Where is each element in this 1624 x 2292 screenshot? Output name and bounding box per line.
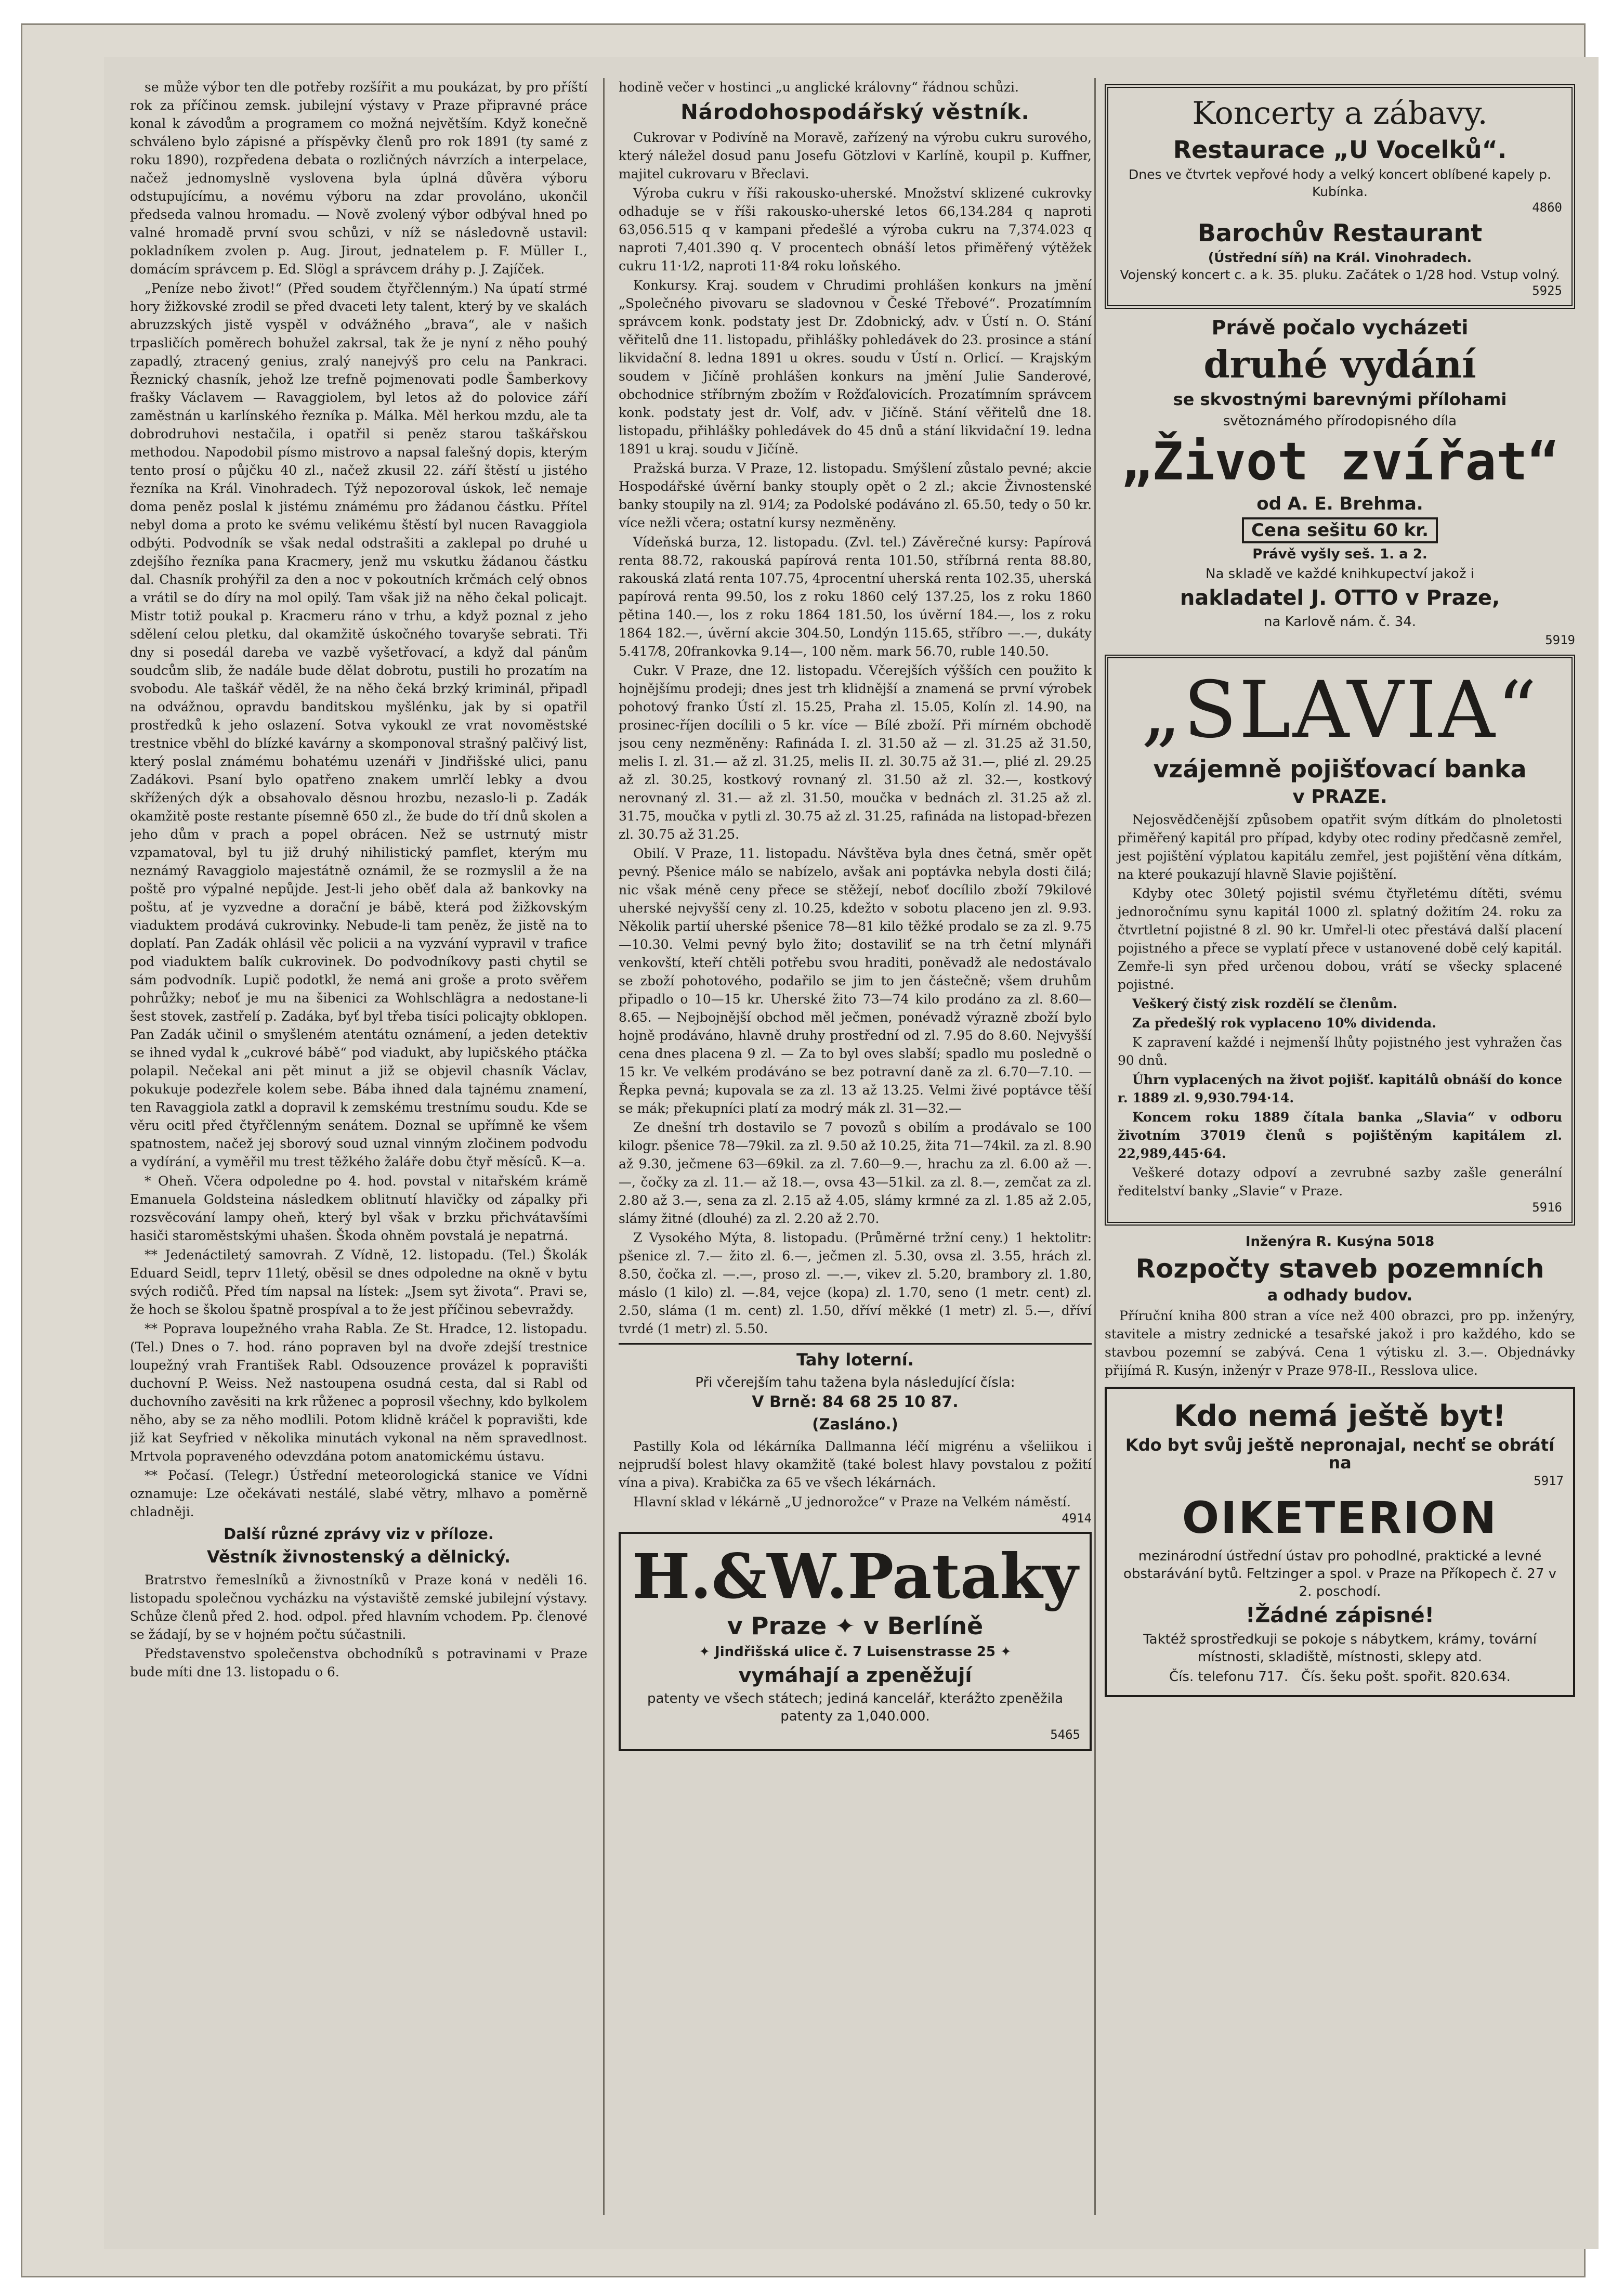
ad-slavia-number: 5916 xyxy=(1532,1200,1562,1215)
ad-barochuv-number: 5925 xyxy=(1532,283,1562,298)
ad-slavia-title: „SLAVIA“ xyxy=(1141,665,1539,756)
ad-oik-l2: Kdo byt svůj ještě nepronajal, nechť se obrátí na xyxy=(1125,1435,1555,1473)
ad-slavia-p2: Kdyby otec 30letý pojistil svému čtyřletému dítěti, svému jednoročnímu synu kapitál 1000 zl. splatný dožitím 24. roku za čtvrtletní pojistné 8 zl. 90 kr. Umřel-li otec přestává další placení pojistného a přece se vyplatí přece v ustanovené době celý kapitál. Zemře-li syn před určenou dobou, vrátí se všecky splacené pojistné. xyxy=(1118,886,1562,992)
article-vienna-exchange: Vídeňská burza, 12. listopadu. (Zvl. tel.) Závěrečné kursy: Papírová renta 88.72, rakouská papírová renta 101.50, stříbrná renta 88.80, rakouská zlatá renta 107.75, 4procentní uherská renta 102.35, uherská papírová renta 99.50, los z roku 1860 celý 137.25, los z roku 1860 pětina 140.—, los z roku 1864 181.50, los úvěrní 184.—, los z roku 1864 182.—, úvěrní akcie 304.50, Londýn 115.65, stříbro —.—, dukáty 5.417⁄8, 20frankovka 9.14—, 100 něm. mark 56.70, ruble 140.50. xyxy=(619,535,1092,659)
ad-oik-account: Čís. šeku pošt. spořit. 820.634. xyxy=(1301,1669,1511,1685)
ad-brehm-l3: se skvostnými barevnými přílohami xyxy=(1173,389,1507,409)
ad-oik-number: 5917 xyxy=(1534,1474,1564,1488)
section-heading-economy: Národohospodářský věstník. xyxy=(680,100,1030,124)
ad-pataky-title: H.&W.Pataky xyxy=(632,1540,1078,1612)
ad-slavia-p4: Za předešlý rok vyplaceno 10% dividenda. xyxy=(1132,1015,1436,1031)
ad-kusyn xyxy=(1105,1233,1575,1379)
article-sugar-production: Výroba cukru v říši rakousko-uherské. Množství sklizené cukrovky odhaduje se v říši rakousko-uherské letos 66,134.284 q naproti 63,056.515 q v kampani předešlé a výroba cukru na 7,374.023 q naproti 7,401.390 q. V procentech obnáší letos přiměřený výtěžek cukru 11·1⁄2, naproti 11·8⁄4 roku loňského. xyxy=(619,186,1092,274)
column-rule-2 xyxy=(1094,78,1096,2215)
lottery-heading: Tahy loterní. xyxy=(796,1350,914,1370)
article-money-or-life: „Peníze nebo život!“ (Před soudem čtyřčlenným.) Na úpatí strmé hory žižkovské zrodil se před dvaceti lety talent, který by ve skalách abruzzských jistě vyspěl v odvážného „brava“, ale v našich trpasličích poměrech bohužel zakrsal, tak že je nyní z něho pouhý zapadlý, ztracený genius, zralý nanejvýš pro celu na Pankraci. Řeznický chasník, jehož lze trefně pojmenovati podle Šamberkovy frašky Václavem — Ravaggiolem, byl letos až do polovice září zaměstnán u karlínského řezníka p. Málka. Měl herkou mzdu, ale ta dobrodruhovi nestačila, i opatřil si peněz starou taškářskou methodou. Napodobil písmo mistrovo a napsal falešný dopis, kterým tento prosí o půjčku 40 zl., načež zkusil 22. září štěstí u jistého řezníka na Král. Vinohradech. Týž nepozoroval úskok, leč nemaje doma peněz poslal k jistému známému pro žádanou částku. Přítel nebyl doma a proto ke svému velikému štěstí byl nucen Ravaggiola odbýti. Podvodník se však nedal odstrašiti a zaklepal po druhé u zdejšího řezníka pana Kracmery, jenž mu vskutku žádanou částku dal. Chasník prohýřil za den a noc v pokoutních krčmách celý obnos a vrátil se do díry na mol opilý. Tam však již na něho čekal policajt. Mistr totiž poukal p. Kracmeru ráno v trhu, a když poznal z jeho sdělení celou pletku, dal okamžitě úskočného tovaryše sebrati. Tři dny si posedál dareba ve vazbě vyšetřovací, a když dal pánům soudcům slib, že nadále bude dělat dobrotu, pustili ho prozatím na svobodu. Ale taškář věděl, že na něho čeká brzký kriminál, připadl na odvážnou, opravdu banditskou myšlénku, jak by si opatřil prostředků k jeho oslazení. Sotva vykoukl ze vrat novoměstské trestnice vběhl do blízké kavárny a skomponoval strašný palčivý list, který poslal známému bohatému uzenáři v Jindřišské ulici, panu Zadákovi. Psaní bylo opatřeno znakem umrlčí lebky a dvou skřížených dýk a obsahovalo děsnou hrozbu, nezaslo-li p. Zadák okamžitě poste restante písemně 650 zl., že bude do tří dnů skolen a jeho dům v prach a popel obrácen. Než se ustrnutý mistr vzpamatoval, byl tu již druhý nihilistický pamflet, kterým mu neznámý Ravaggiolo majestátně oznámil, že se rozmyslil a že na poště pro výpalné nepůjde. Jest-li jeho oběť dala až bankovky na poštu, ať je vyzvedne a dorační je bábě, která pod žižkovským viaduktem prodává cukrovinky. Nebude-li tam peněz, že jistě na to doplatí. Pan Zadák ohlásil věc policii a na vyzvání vypravil v trafice pod viaduktem balík cukrovinek. Do podvodníkovy pasti chytil se sám podvodník. Lupič podotkl, že nemá ani groše a proto svěřem pohrůžky; neboť je mu na šibenici za Wohlschlägra a nedostane-li šest stovek, zastřelí p. Zadáka, byť byl třeba tisíci policajty obklopen. Pan Zadák učinil o smyšleném atentátu oznámení, a jeden detektiv se ihned vydal k „cukrové bábě“ pod viadukt, aby lupičského ptáčka polapil. Nečekal ani pět minut a již se objevil chasník Václav, pokukuje podezřele kolem sebe. Bába ihned dala tajnému znamení, ten Ravaggiola zatkl a dopravil k zemskému trestnímu soudu. Kde se věru ocitl před čtyřčlenným senátem. Doznal se upřímně ke všem spatnostem, načež jej sborový soud uznal vinným zločinem podvodu a vydírání, a vyměřil mu trest těžkého žaláře dobu čtyř měsíců. K—a. xyxy=(130,281,587,1169)
ad-vocelku-number: 4860 xyxy=(1532,200,1562,215)
ads-column-right xyxy=(1105,78,1575,2231)
ad-oiketerion xyxy=(1105,1387,1575,1697)
ad-kusyn-head-text: Inženýra R. Kusýna xyxy=(1245,1234,1392,1249)
ad-brehm-l9: Na skladě ve každé knihkupectví jakož i xyxy=(1206,566,1474,582)
article-sugar-factory: Cukrovar v Podivíně na Moravě, zařízený na výrobu cukru surového, který náležel dosud panu Josefu Götzlovi v Karlíně, koupil p. Kuffner, majitel cukrovaru v Břeclavi. xyxy=(619,130,1092,181)
lottery-numbers: V Brně: 84 68 25 10 87. xyxy=(752,1393,959,1411)
ad-oik-l1: Kdo nemá ještě byt! xyxy=(1174,1399,1506,1433)
article-club-meeting: se může výbor ten dle potřeby rozšířit a mu poukázat, by pro příští rok za příčinou zemsk. jubilejní výstavy v Praze připravné práce konal k závodům a programem co možná největším. Když konečně schváleno bylo zápisné a příspěvky členů pro rok 1891 (ty samé z roku 1890), rozpředena debata o rozličných návrzích a interpelace, načež jednomyslně vyslovena byla úplná důvěra výboru odstupujícímu, a novému výboru na zdar provoláno, ukončil předseda valnou hromadu. — Nově zvolený výbor odbýval hned po valné hromadě první svou schůzi, v níž se následovně ustavil: pokladníkem zvolen p. Aug. Jirout, jednatelem p. F. Müller I., domácím správcem p. Ed. Slögl a správcem dráhy p. J. Zajíček. xyxy=(130,80,587,277)
ad-slavia-sub: vzájemně pojišťovací banka xyxy=(1153,755,1527,783)
ad-brehm-address: na Karlově nám. č. 34. xyxy=(1263,614,1417,630)
ad-pataky xyxy=(619,1532,1092,1751)
ad-barochuv-sub: (Ústřední síň) na Král. Vinohradech. xyxy=(1208,250,1472,265)
ad-pataky-tagline: vymáhají a zpeněžují xyxy=(738,1664,972,1687)
advert-kola-store: Hlavní sklad v lékárně „U jednorožce“ v Praze na Velkém náměstí. xyxy=(633,1494,1071,1509)
ad-slavia-p7: Koncem roku 1889 čítala banka „Slavia“ v odboru životním 37019 členů s pojištěným kapitálem zl. 22,989,445·64. xyxy=(1118,1110,1562,1161)
advert-number: 4914 xyxy=(1062,1511,1092,1526)
ad-slavia-city: v PRAZE. xyxy=(1292,786,1387,808)
sent-in-heading: (Zasláno.) xyxy=(812,1415,898,1433)
ad-slavia-p3: Veškerý čistý zisk rozdělí se členům. xyxy=(1132,996,1398,1011)
article-continuation: hodině večer v hostinci „u anglické královny“ řádnou schůzi. xyxy=(619,80,1019,95)
ad-oik-phone: Čís. telefonu 717. xyxy=(1169,1669,1289,1685)
lottery-intro: Při včerejším tahu tažena byla následující čísla: xyxy=(695,1375,1015,1390)
more-news-note: Další různé zprávy viz v příloze. xyxy=(224,1525,494,1543)
ad-oik-desc2: Taktéž sprostředkuji se pokoje s nábytkem, krámy, tovární místnosti, skladiště, místnosti, sklepy atd. xyxy=(1143,1632,1537,1665)
ad-brehm-publisher: nakladatel J. OTTO v Praze, xyxy=(1180,586,1500,610)
ad-concerts xyxy=(1105,84,1575,309)
ad-brehm xyxy=(1105,316,1575,647)
ad-slavia-p1: Nejosvědčenější způsobem opatřit svým dítkám do plnoletosti přiměřený kapitál pro případ, kdyby otec rodiny předčasně zemřel, jest pojištění výplatou kapitálu zemřel, jest pojištění věna dítkám, na které poukazují hlavně Slavie pojištění. xyxy=(1118,812,1562,882)
news-column-left xyxy=(130,78,587,2220)
ad-vocelku-desc: Dnes ve čtvrtek vepřové hody a velký koncert oblíbené kapely p. Kubínka. xyxy=(1129,167,1551,199)
ad-pataky-desc: patenty ve všech státech; jediná kancelář, kterážto zpeněžila patenty za 1,040.000. xyxy=(647,1691,1064,1724)
ad-slavia xyxy=(1105,655,1575,1226)
advert-kola-pastilles: Pastilly Kola od lékárníka Dallmanna léčí migrénu a všeliikou i nejprudší bolest hlavy okamžitě (také bolest hlavy povstalou z požití vína a piva). Krabička za 65 ve všech lékárnách. xyxy=(619,1439,1092,1490)
ad-barochuv-name: Barochův Restaurant xyxy=(1197,219,1483,247)
section-heading-trade: Věstník živnostenský a dělnický. xyxy=(207,1547,510,1567)
ad-brehm-author: od A. E. Brehma. xyxy=(1256,493,1423,514)
ad-brehm-l2: druhé vydání xyxy=(1203,342,1476,386)
ad-brehm-l8: Právě vyšly seš. 1. a 2. xyxy=(1252,546,1427,562)
ad-kusyn-sub: a odhady budov. xyxy=(1267,1286,1413,1305)
article-sugar-market: Cukr. V Praze, dne 12. listopadu. Včerejších výšších cen použito k hojnějšímu prodeji; dnes jest trh klidnější a znamená se první výrobek pohotový franko Ústí zl. 15.25, Praha zl. 15.05, Kolín zl. 14.90, na prosinec-říjen docílili o 5 kr. více — Bílé zboží. Při mírném obchodě jsou ceny nezměněny: Rafináda I. zl. 31.50 až — zl. 31.25 až 31.50, melis I. zl. 31.— až zl. 31.25, melis II. zl. 30.75 až 31.—, plié zl. 29.25 až zl. 30.25, kostkový rovnaný zl. 31.50 až zl. 32.—, kostkový nerovnaný zl. 31.— až zl. 31.50, moučka v bednách zl. 31.25 až zl. 31.75, moučka v pytli zl. 30.75 až zl. 31.25, rafináda na listopad-březen zl. 30.75 až 31.25. xyxy=(619,663,1092,842)
article-suicide: ** Jedenáctiletý samovrah. Z Vídně, 12. listopadu. (Tel.) Školák Eduard Seidl, teprv 11letý, oběsil se dnes odpoledne na okně v bytu svých rodičů. Před tím napsal na lístek: „Jsem syt života“. Pravi se, že hoch se školou špatně prospíval a to že jest příčinou sebevraždy. xyxy=(130,1247,587,1317)
column-rule-1 xyxy=(603,78,605,2215)
ad-pataky-cities: v Praze ✦ v Berlíně xyxy=(727,1612,984,1640)
ad-brehm-title: „Život zvířat“ xyxy=(1121,431,1559,492)
ad-kusyn-head xyxy=(1105,1233,1575,1251)
article-fire: * Oheň. Včera odpoledne po 4. hod. povstal v nitařském krámě Emanuela Goldsteina následkem oblitnutí hlavičky od zápalky při rozsvěcování lampy oheň, který byl však v brzku přichvátavšími hasiči staroměstskými uhašen. Škoda ohněm povstalá je nepatrná. xyxy=(130,1174,587,1243)
article-grain-market: Obilí. V Praze, 11. listopadu. Návštěva byla dnes četná, směr opět pevný. Pšenice málo se nabízelo, avšak ani poptávka nebyla dosti čilá; nic však méně ceny přece se stěžejí, neboť docílilo zboží 79kilové uherské nejvyšší ceny zl. 10.25, kdežto v sobotu placeno jen zl. 9.93. Několik partií uherské pšenice 78—81 kilo těžké prodalo se za zl. 9.75—10.30. Velmi pevný bylo žito; dostaviliť se na trh četní mlynáři venkovští, kteří chtěli potřebu svou hraditi, poněvadž ale nedostávalo se zboží pohotového, podařilo se jim to jen částečně; všem druhům připadlo o 10—15 kr. Uherské žito 73—74 kilo prodáno za zl. 8.60—8.65. — Nejbojnější obchod měl ječmen, ponévadž výrazně zboží bylo hojně prodáváno, hlavně druhy prostřední od zl. 7.95 do 8.60. Nejvyšší cena dnes placena 9 zl. — Za to byl oves slabší; spadlo mu posledně o 15 kr. Ve velkém prodáváno se bez potravní daně za zl. 6.70—7.10. — Řepka pevná; kupovala se za zl. 13 až 13.25. Velmi živé poptávce těší se mák; překupníci platí za modrý mák zl. 31—32.— xyxy=(619,846,1092,1116)
ad-brehm-l4: světoznámého přírodopisného díla xyxy=(1223,413,1457,429)
ad-slavia-p8: Veškeré dotazy odpoví a zevrubné sazby zašle generální ředitelství banky „Slavie“ v Praze. xyxy=(1118,1165,1562,1199)
news-column-middle xyxy=(619,78,1092,2220)
article-weather: ** Počasí. (Telegr.) Ústřední meteorologická stanice ve Vídni oznamuje: Lze očekávati nestálé, slabé větry, mlhavo a poměrně chladněji. xyxy=(130,1468,587,1519)
article-grain-prices: Ze dnešní trh dostavilo se 7 povozů s obilím a prodávalo se 100 kilogr. pšenice 78—79kil. za zl. 9.50 až 10.25, žita 71—74kil. za zl. 8.90 až 9.30, ječmene 63—69kil. za zl. 7.60—9.—, hrachu za zl. 6.00 až —.—, čočky za zl. 11.— až 18.—, ovsa 43—51kil. za zl. 8.—, zemčat za zl. 2.80 až 3.—, sena za zl. 2.15 až 4.05, slámy krmné za zl. 1.85 až 2.05, slámy žitné (dlouhé) za zl. 2.20 až 2.70. xyxy=(619,1120,1092,1226)
article-vysoke-myto: Z Vysokého Mýta, 8. listopadu. (Průměrné tržní ceny.) 1 hektolitr: pšenice zl. 7.— žito zl. 6.—, ječmen zl. 5.30, ovsa zl. 3.55, hrách zl. 8.50, čočka zl. —.—, proso zl. —.—, vikev zl. 5.20, brambory zl. 1.80, máslo (1 kilo) zl. —.84, vejce (kopa) zl. 1.70, seno (1 metr. cent) zl. 2.50, sláma (1 m. cent) zl. 1.50, dříví měkké (1 metr) zl. 5.—, dříví tvrdé (1 metr) zl. 5.50. xyxy=(619,1230,1092,1336)
divider xyxy=(619,1343,1092,1345)
article-execution: ** Poprava loupežného vraha Rabla. Ze St. Hradce, 12. listopadu. (Tel.) Dnes o 7. hod. ráno popraven byl na dvoře zdejší trestnice loupežný vrah František Rabl. Odsouzence provázel k popravišti duchovní P. Weiss. Než nastoupena osudná cesta, dal si Rabl od duchovního zavěsiti na krk růženec a poprosil všechny, kdo bylkolem něho, aby se za něho modlili. Potom klidně kráčel k popravišti, kde již kat Seyfried v několika minutách vykonal na něm spravedlnost. Mrtvola popraveného odevzdána potom anatomickému ústavu. xyxy=(130,1321,587,1464)
ad-oik-contacts xyxy=(1116,1668,1564,1686)
article-prague-exchange: Pražská burza. V Praze, 12. listopadu. Smýšlení zůstalo pevné; akcie Hospodářské úvěrní banky stouply opět o 2 zl.; akcie Živnostenské banky stoupily na zl. 91⁄4; za Podolské podáváno zl. 65.50, tedy o 50 kr. více nežli včera; ostatní kursy nezměněny. xyxy=(619,461,1092,530)
ad-pataky-address: ✦ Jindřišská ulice č. 7 Luisenstrasse 25 ✦ xyxy=(699,1644,1012,1660)
ad-brehm-l1: Právě počalo vycházeti xyxy=(1211,316,1469,339)
article-grocers: Představenstvo společenstva obchodníků s potravinami v Praze bude míti dne 13. listopadu o 6. xyxy=(130,1646,587,1679)
ad-kusyn-title: Rozpočty staveb pozemních xyxy=(1135,1254,1544,1284)
ad-oik-desc: mezinárodní ústřední ústav pro pohodlné, praktické a levné obstarávání bytů. Feltzinger a spol. v Praze na Příkopech č. 27 v 2. poschodí. xyxy=(1123,1548,1557,1599)
ad-kusyn-desc: Příruční kniha 800 stran a více než 400 obrazci, pro pp. inženýry, stavitele a mistry zednické a tesařské jakož i pro každého, kdo se stavbou pozemní se zabývá. Cena 1 výtisku zl. 3.—. Objednávky přijímá R. Kusýn, inženýr v Praze 978-II., Resslova ulice. xyxy=(1105,1308,1575,1378)
ad-brehm-price: Cena sešitu 60 kr. xyxy=(1242,517,1438,543)
article-brotherhood: Bratrstvo řemeslníků a živnostníků v Praze koná v neděli 16. listopadu společnou vycházku na výstaviště zemské jubilejní výstavy. Schůze členů před 2. hod. odpol. před hlavním vchodem. Pp. členové se žádají, by se v hojném počtu súčastnili. xyxy=(130,1572,587,1642)
ad-vocelku-name: Restaurace „U Vocelků“. xyxy=(1173,136,1507,164)
ad-pataky-number: 5465 xyxy=(1050,1727,1080,1742)
ad-oik-l3: !Žádné zápisné! xyxy=(1246,1604,1434,1627)
ad-slavia-p6: Úhrn vyplacených na život pojišť. kapitálů obnáší do konce r. 1889 zl. 9,930.794·14. xyxy=(1118,1072,1562,1105)
ad-slavia-p5: K zapravení každé i nejmenší lhůty pojistného jest vyhražen čas 90 dnů. xyxy=(1118,1035,1562,1068)
ad-barochuv-desc: Vojenský koncert c. a k. 35. pluku. Začátek o 1/28 hod. Vstup volný. xyxy=(1120,267,1560,282)
article-bankruptcies: Konkursy. Kraj. soudem v Chrudimi prohlášen konkurs na jmění „Společného pivovaru se sladovnou v České Třebové“. Prozatímním správcem konk. podstaty jest Dr. Zdobnický, adv. v Ústí n. O. Stání věřitelů dne 11. listopadu, přihlášky pohledávek do 23. prosince a stání likvidační 8. ledna 1891 u okres. soudu v Ústí n. Orlicí. — Krajským soudem v Jičíně prohlášen konkurs na jmění Julie Sanderové, obchodnice stříbrným zbožím v Rožďalovicích. Prozatímním správcem konk. podstaty jest dr. Volf, adv. v Jičíně. Stání věřitelů dne 18. listopadu, přihlášky pohledávek do 45 dnů a stání likvidační 19. ledna 1891 u kraj. soudu v Jičíně. xyxy=(619,278,1092,457)
ad-concerts-title: Koncerty a zábavy. xyxy=(1192,95,1488,132)
ad-oik-title: OIKETERION xyxy=(1182,1492,1498,1543)
ad-kusyn-number: 5018 xyxy=(1396,1234,1435,1249)
ad-brehm-number: 5919 xyxy=(1545,633,1575,647)
